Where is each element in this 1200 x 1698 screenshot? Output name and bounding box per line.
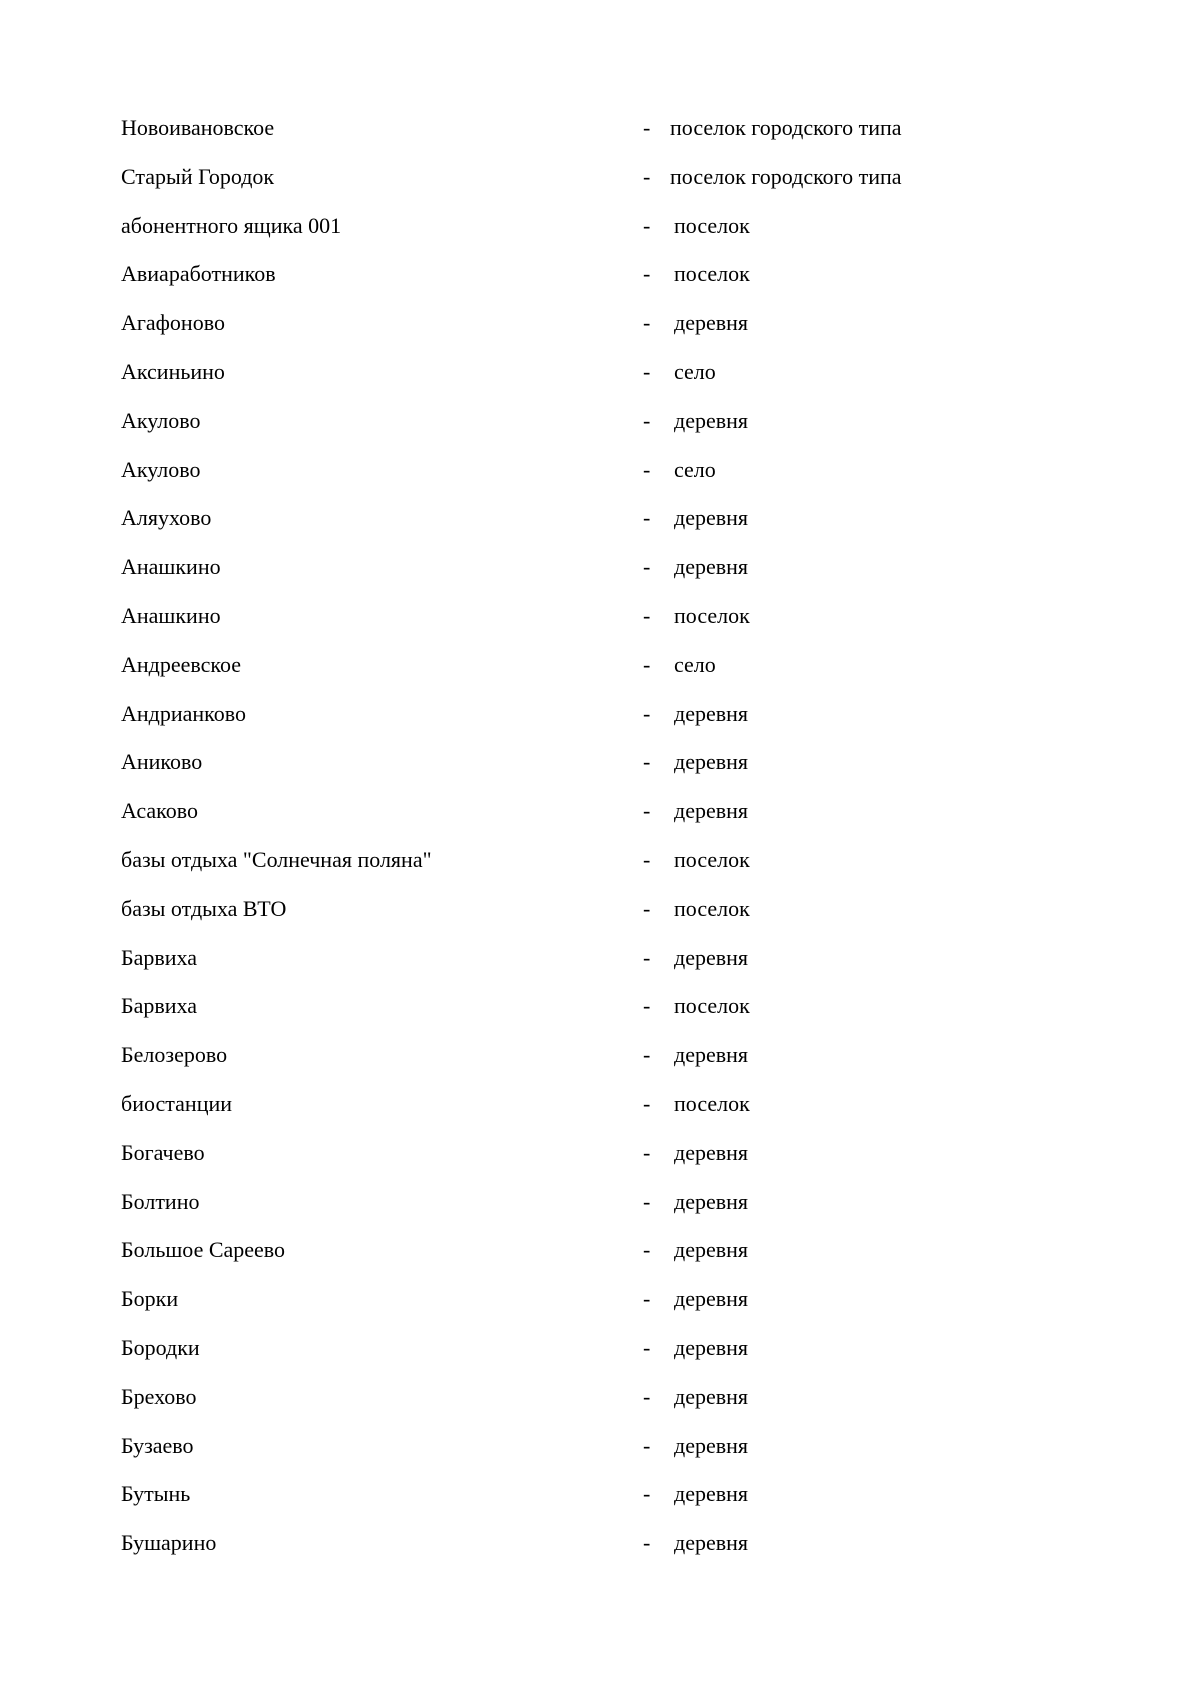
- settlement-name: Анашкино: [121, 554, 221, 580]
- list-item: [121, 1035, 1081, 1084]
- list-item: [121, 645, 1081, 694]
- list-item: [121, 791, 1081, 840]
- settlement-type: деревня: [674, 1237, 749, 1263]
- separator-dash: -: [643, 749, 651, 775]
- settlement-name: Аксиньино: [121, 358, 225, 384]
- settlement-type: деревня: [674, 1042, 749, 1068]
- settlement-name: Бутынь: [121, 1481, 191, 1507]
- settlement-type: поселок: [674, 895, 750, 921]
- settlement-list: [121, 108, 1081, 1572]
- list-item: [121, 1474, 1081, 1523]
- separator-dash: -: [643, 163, 651, 189]
- separator-dash: -: [643, 115, 651, 140]
- settlement-name: Андреевское: [121, 651, 242, 677]
- separator-dash: -: [643, 261, 651, 287]
- list-item: [121, 450, 1081, 499]
- list-item: [121, 1426, 1081, 1475]
- separator-dash: -: [643, 1139, 651, 1165]
- settlement-name: Анашкино: [121, 602, 221, 628]
- separator-dash: -: [643, 554, 651, 580]
- list-item: [121, 157, 1081, 206]
- list-item: [121, 889, 1081, 938]
- settlement-type: деревня: [674, 1286, 749, 1312]
- separator-dash: -: [643, 1237, 651, 1263]
- settlement-name: Акулово: [121, 407, 201, 433]
- settlement-type: село: [674, 358, 716, 384]
- separator-dash: -: [643, 358, 651, 384]
- list-item: [121, 498, 1081, 547]
- settlement-type: деревня: [674, 1481, 749, 1507]
- settlement-name: Бородки: [121, 1334, 200, 1360]
- list-item: [121, 596, 1081, 645]
- list-item: [121, 303, 1081, 352]
- separator-dash: -: [643, 993, 651, 1019]
- settlement-type: деревня: [674, 700, 749, 726]
- settlement-name: Аниково: [121, 749, 203, 775]
- settlement-type: деревня: [674, 1188, 749, 1214]
- separator-dash: -: [643, 212, 651, 238]
- settlement-name: абонентного ящика 001: [121, 212, 342, 238]
- settlement-name: Авиаработников: [121, 261, 276, 287]
- list-item: [121, 254, 1081, 303]
- settlement-type: село: [674, 456, 716, 482]
- separator-dash: -: [643, 798, 651, 824]
- list-item: [121, 1328, 1081, 1377]
- list-item: [121, 1523, 1081, 1572]
- separator-dash: -: [643, 1188, 651, 1214]
- list-item: [121, 1182, 1081, 1231]
- settlement-name: Белозерово: [121, 1042, 228, 1068]
- settlement-name: Акулово: [121, 456, 201, 482]
- settlement-type: деревня: [674, 798, 749, 824]
- separator-dash: -: [643, 1090, 651, 1116]
- settlement-name: Барвиха: [121, 993, 198, 1019]
- settlement-name: Старый Городок: [121, 163, 275, 189]
- settlement-type: поселок: [674, 846, 750, 872]
- separator-dash: -: [643, 1481, 651, 1507]
- list-item: [121, 1377, 1081, 1426]
- settlement-name: Новоивановское: [121, 115, 275, 140]
- settlement-type: деревня: [674, 749, 749, 775]
- list-item: [121, 1084, 1081, 1133]
- list-item: [121, 206, 1081, 255]
- separator-dash: -: [643, 602, 651, 628]
- list-item: [121, 401, 1081, 450]
- list-item: [121, 986, 1081, 1035]
- settlement-type: деревня: [674, 1530, 749, 1556]
- settlement-type: деревня: [674, 944, 749, 970]
- separator-dash: -: [643, 1042, 651, 1068]
- settlement-name: Аляухово: [121, 505, 212, 531]
- settlement-type: деревня: [674, 1383, 749, 1409]
- settlement-type: поселок: [674, 212, 750, 238]
- list-item: [121, 938, 1081, 987]
- list-item: [121, 547, 1081, 596]
- settlement-type: поселок: [674, 261, 750, 287]
- list-item: [121, 742, 1081, 791]
- list-item: [121, 1133, 1081, 1182]
- settlement-type: поселок: [674, 1090, 750, 1116]
- settlement-type: поселок городского типа: [670, 115, 902, 140]
- separator-dash: -: [643, 1383, 651, 1409]
- list-item: [121, 352, 1081, 401]
- settlement-name: Асаково: [121, 798, 198, 824]
- separator-dash: -: [643, 1286, 651, 1312]
- settlement-type: деревня: [674, 554, 749, 580]
- settlement-type: деревня: [674, 407, 749, 433]
- settlement-type: деревня: [674, 310, 749, 336]
- settlement-type: поселок: [674, 602, 750, 628]
- settlement-name: Большое Сареево: [121, 1237, 286, 1263]
- settlement-name: биостанции: [121, 1090, 233, 1116]
- separator-dash: -: [643, 651, 651, 677]
- settlement-type: село: [674, 651, 716, 677]
- separator-dash: -: [643, 1432, 651, 1458]
- settlement-name: Агафоново: [121, 310, 225, 336]
- separator-dash: -: [643, 1530, 651, 1556]
- separator-dash: -: [643, 505, 651, 531]
- separator-dash: -: [643, 700, 651, 726]
- list-item: [121, 1279, 1081, 1328]
- settlement-name: Барвиха: [121, 944, 198, 970]
- separator-dash: -: [643, 456, 651, 482]
- settlement-name: Бушарино: [121, 1530, 217, 1556]
- settlement-type: деревня: [674, 1139, 749, 1165]
- settlement-name: Болтино: [121, 1188, 200, 1214]
- settlement-name: Бузаево: [121, 1432, 194, 1458]
- settlement-name: Брехово: [121, 1383, 197, 1409]
- list-item: [121, 1230, 1081, 1279]
- settlement-name: Богачево: [121, 1139, 205, 1165]
- separator-dash: -: [643, 944, 651, 970]
- settlement-type: поселок: [674, 993, 750, 1019]
- settlement-type: деревня: [674, 1432, 749, 1458]
- list-item: [121, 694, 1081, 743]
- settlement-name: Борки: [121, 1286, 179, 1312]
- separator-dash: -: [643, 1334, 651, 1360]
- separator-dash: -: [643, 407, 651, 433]
- separator-dash: -: [643, 895, 651, 921]
- list-item: [121, 840, 1081, 889]
- settlement-name: Андрианково: [121, 700, 246, 726]
- separator-dash: -: [643, 310, 651, 336]
- separator-dash: -: [643, 846, 651, 872]
- list-item: [121, 108, 1081, 157]
- settlement-name: базы отдыха "Солнечная поляна": [121, 846, 432, 872]
- settlement-type: поселок городского типа: [670, 163, 902, 189]
- settlement-name: базы отдыха ВТО: [121, 895, 287, 921]
- settlement-type: деревня: [674, 1334, 749, 1360]
- settlement-type: деревня: [674, 505, 749, 531]
